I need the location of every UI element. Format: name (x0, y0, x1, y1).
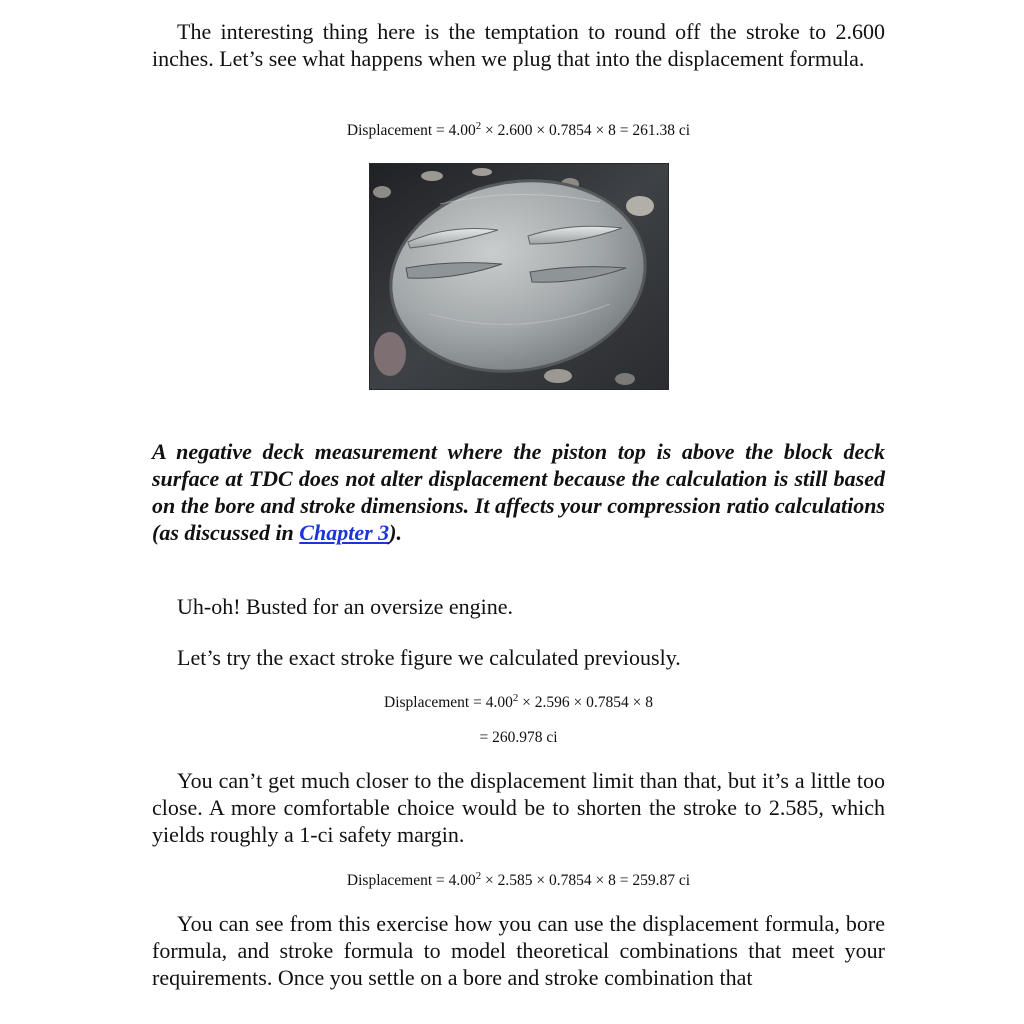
formula-exponent: 2 (475, 119, 482, 132)
formula-result-260978: = 260.978 ci (479, 729, 558, 746)
formula-exponent: 2 (512, 691, 519, 704)
paragraph-busted: Uh-oh! Busted for an oversize engine. (177, 594, 514, 619)
formula-displacement-2596 (152, 693, 885, 713)
formula-prefix: Displacement = 4.00 (346, 872, 476, 889)
piston-deck-photo (369, 163, 669, 390)
formula-suffix: × 2.596 × 0.7854 × 8 (518, 694, 653, 711)
formula-suffix: × 2.585 × 0.7854 × 8 = 259.87 ci (481, 872, 691, 889)
caption-tail: ). (389, 520, 402, 545)
photo-caption (152, 438, 885, 546)
formula-prefix: Displacement = 4.00 (346, 122, 476, 139)
paragraph-safety-margin: You can’t get much closer to the displacement limit than that, but it’s a little too close. A more comfortable choice would be to shorten the stroke to 2.585, which yields roughly a 1-ci safety margin. (152, 768, 885, 847)
chapter-3-link[interactable]: Chapter 3 (299, 520, 390, 545)
formula-suffix: × 2.600 × 0.7854 × 8 = 261.38 ci (481, 122, 691, 139)
formula-prefix: Displacement = 4.00 (384, 694, 513, 711)
paragraph-model-combinations: You can see from this exercise how you can use the displacement formula, bore formula, and stroke formula to model theoretical combinations that meet your requirements. Once you settle on a bore and stroke combination that (152, 911, 885, 990)
document-page (152, 0, 885, 1024)
piston-photo-illustration (370, 164, 669, 390)
caption-text: A negative deck measurement where the piston top is above the block deck surface at TDC does not alter displacement because the calculation is still based on the bore and stroke dimensions. It affects your compression ratio calculations (as discussed in (152, 439, 885, 545)
formula-exponent: 2 (475, 869, 482, 882)
paragraph-exact-stroke: Let’s try the exact stroke figure we calculated previously. (177, 645, 681, 670)
paragraph-stroke-rounding: The interesting thing here is the temptation to round off the stroke to 2.600 inches. Let’s see what happens when we plug that into the displacement formula. (152, 19, 885, 71)
formula-displacement-2585 (152, 871, 885, 891)
formula-displacement-2600 (152, 121, 885, 141)
